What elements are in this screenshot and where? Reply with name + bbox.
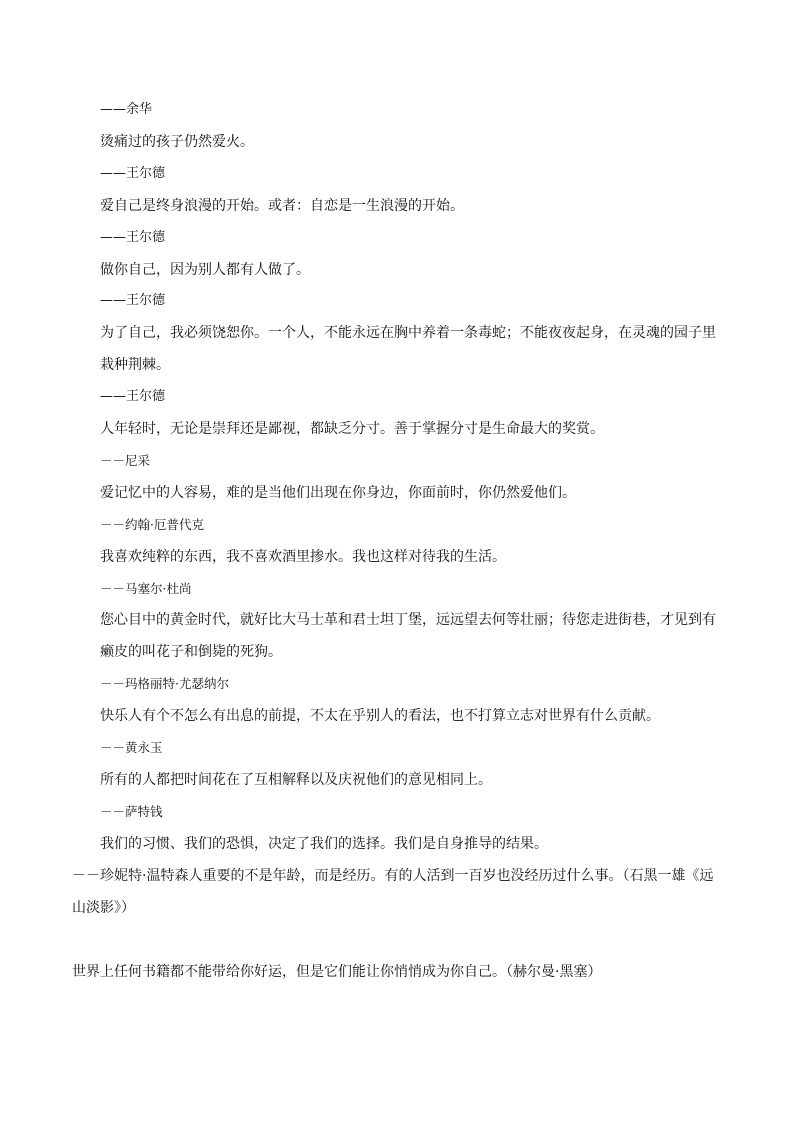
attribution-wilde: ——王尔德 bbox=[100, 293, 166, 308]
quote-text-continued: 栽种荆棘。 bbox=[100, 357, 170, 373]
attribution-wilde: ——王尔德 bbox=[100, 230, 166, 245]
attribution-sartre: －－萨特钱 bbox=[100, 804, 163, 819]
attribution-huang-yongyu: －－黄永玉 bbox=[100, 740, 163, 755]
quote-text: 烫痛过的孩子仍然爱火。 bbox=[100, 134, 254, 150]
attribution-updike: －－约翰·厄普代克 bbox=[100, 517, 204, 532]
attribution-wilde: ——王尔德 bbox=[100, 389, 166, 404]
quote-text: 快乐人有个不怎么有出息的前提，不太在乎别人的看法，也不打算立志对世界有什么贡献。 bbox=[100, 708, 660, 724]
attribution-yu-hua: ——余华 bbox=[100, 102, 153, 117]
quote-text: 所有的人都把时间花在了互相解释以及庆祝他们的意见相同上。 bbox=[100, 772, 492, 788]
quote-text: 人年轻时，无论是崇拜还是鄙视，都缺乏分寸。善于掌握分寸是生命最大的奖赏。 bbox=[100, 421, 604, 437]
attribution-duchamp: －－马塞尔·杜尚 bbox=[100, 581, 192, 596]
quote-text: 我们的习惯、我们的恐惧，决定了我们的选择。我们是自身推导的结果。 bbox=[100, 836, 548, 852]
quote-text-continued: 癞皮的叫花子和倒毙的死狗。 bbox=[100, 644, 282, 660]
quote-text: 我喜欢纯粹的东西，我不喜欢酒里掺水。我也这样对待我的生活。 bbox=[100, 549, 506, 565]
quote-text: 世界上任何书籍都不能带给你好运，但是它们能让你悄悄成为你自己。（赫尔曼·黑塞） bbox=[72, 964, 602, 980]
quote-text: 您心目中的黄金时代，就好比大马士革和君士坦丁堡，远远望去何等壮丽；待您走进街巷，才见到有 bbox=[100, 612, 716, 628]
quote-text: 爱记忆中的人容易，难的是当他们出现在你身边，你面前时，你仍然爱他们。 bbox=[100, 485, 576, 501]
attribution-winterson-quote: －－珍妮特·温特森人重要的不是年龄，而是经历。有的人活到一百岁也没经历过什么事。（石黑一雄《远 bbox=[72, 868, 714, 884]
attribution-nietzsche: －－尼采 bbox=[100, 453, 151, 468]
quote-text: 爱自己是终身浪漫的开始。或者：自恋是一生浪漫的开始。 bbox=[100, 198, 464, 214]
quote-text: 做你自己，因为别人都有人做了。 bbox=[100, 262, 310, 278]
quote-text-continued: 山淡影》） bbox=[72, 900, 135, 916]
quote-text: 为了自己，我必须饶恕你。一个人，不能永远在胸中养着一条毒蛇；不能夜夜起身，在灵魂的园子里 bbox=[100, 325, 716, 341]
attribution-yourcenar: －－玛格丽特·尤瑟纳尔 bbox=[100, 676, 229, 691]
attribution-wilde: ——王尔德 bbox=[100, 166, 166, 181]
